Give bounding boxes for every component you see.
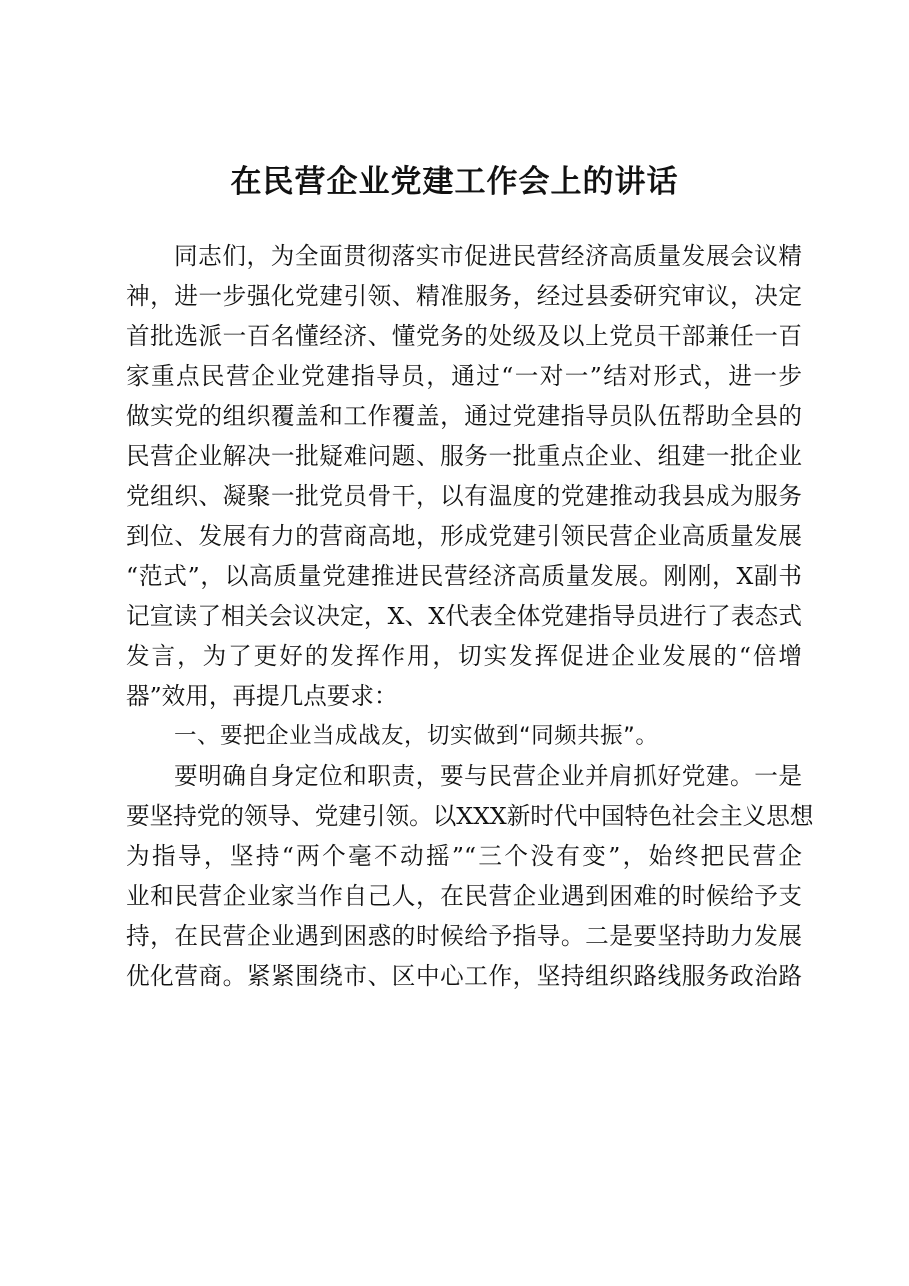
paragraph-1-line: 发言，为了更好的发挥作用，切实发挥促进企业发展的“倍增 [126, 642, 802, 670]
paragraph-2-line: 为指导，坚持“两个毫不动摇”“三个没有变”，始终把民营企 [126, 842, 802, 870]
paragraph-1-line: 家重点民营企业党建指导员，通过“一对一”结对形式，进一步 [126, 362, 802, 390]
paragraph-1-line: 神，进一步强化党建引领、精准服务，经过县委研究审议，决定 [126, 282, 802, 310]
paragraph-1-line: 党组织、凝聚一批党员骨干，以有温度的党建推动我县成为服务 [126, 482, 802, 510]
paragraph-1-line: 做实党的组织覆盖和工作覆盖，通过党建指导员队伍帮助全县的 [126, 402, 802, 430]
document-title: 在民营企业党建工作会上的讲话 [230, 164, 679, 200]
paragraph-2-line: 要明确自身定位和职责，要与民营企业并肩抓好党建。一是 [174, 762, 802, 790]
paragraph-2-line: 优化营商。紧紧围绕市、区中心工作，坚持组织路线服务政治路 [126, 962, 802, 990]
paragraph-1-line: 记宣读了相关会议决定，X、X代表全体党建指导员进行了表态式 [126, 602, 802, 630]
paragraph-1-line: 首批选派一百名懂经济、懂党务的处级及以上党员干部兼任一百 [126, 322, 802, 350]
paragraph-2-line: 要坚持党的领导、党建引领。以XXX新时代中国特色社会主义思想 [126, 802, 814, 830]
paragraph-2-line: 持，在民营企业遇到困惑的时候给予指导。二是要坚持助力发展 [126, 922, 802, 950]
document-body [126, 236, 814, 996]
paragraph-1-line: 同志们，为全面贯彻落实市促进民营经济高质量发展会议精 [174, 242, 802, 270]
section-heading-1: 一、要把企业当成战友，切实做到“同频共振”。 [174, 723, 659, 749]
paragraph-2-line: 业和民营企业家当作自己人，在民营企业遇到困难的时候给予支 [126, 882, 802, 910]
paragraph-1-line: 到位、发展有力的营商高地，形成党建引领民营企业高质量发展 [126, 522, 802, 550]
paragraph-1-line: “范式”，以高质量党建推进民营经济高质量发展。刚刚，X副书 [126, 562, 802, 590]
paragraph-1-line: 器”效用，再提几点要求： [126, 682, 398, 710]
paragraph-1-line: 民营企业解决一批疑难问题、服务一批重点企业、组建一批企业 [126, 442, 802, 470]
